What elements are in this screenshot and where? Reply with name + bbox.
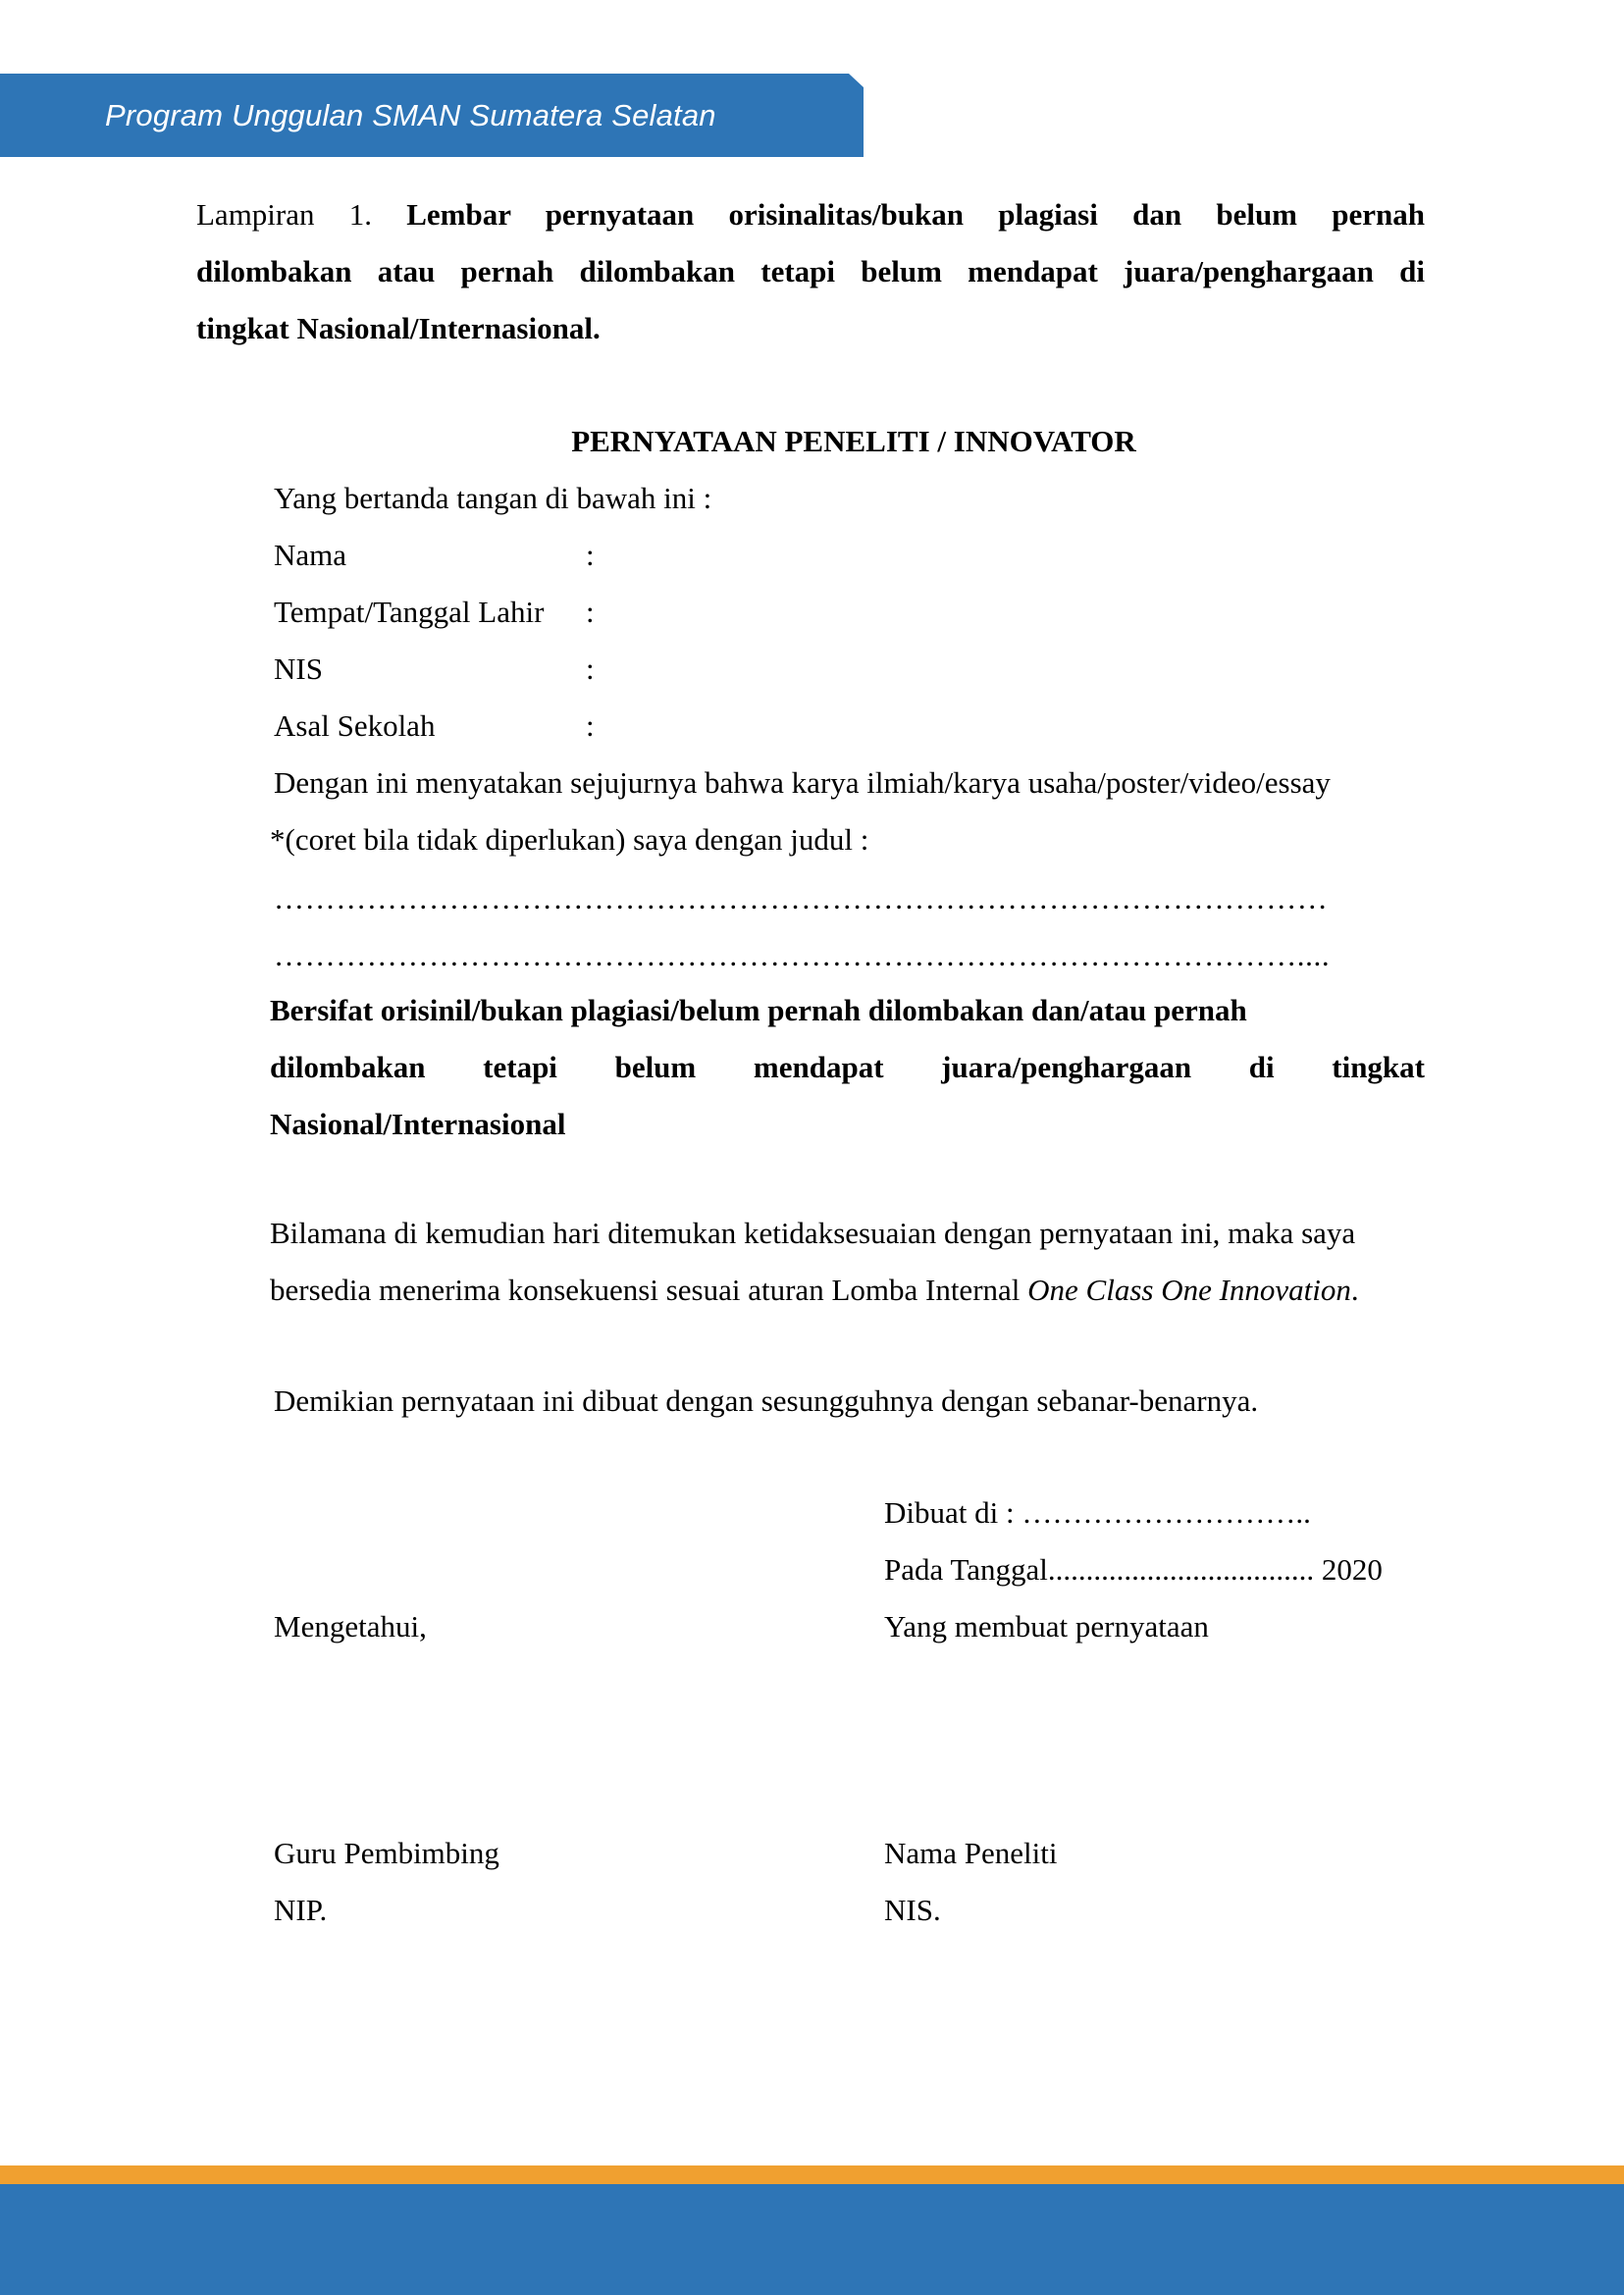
field-separator: :	[586, 595, 595, 629]
supervisor-nip: NIP.	[274, 1893, 328, 1927]
field-label-tempat-tanggal-lahir: Tempat/Tanggal Lahir	[274, 595, 545, 629]
title-dotted-line-2: ………………………………………………………………………………………....	[274, 938, 1331, 972]
field-label-nis: NIS	[274, 652, 323, 686]
appendix-title-part-1: Lembar pernyataan orisinalitas/bukan plagiasi dan belum pernah	[406, 197, 1425, 232]
originality-line-1: Bersifat orisinil/bukan plagiasi/belum pernah dilombakan dan/atau pernah	[270, 993, 1247, 1027]
declaration-line-2: *(coret bila tidak diperlukan) saya dengan judul :	[270, 822, 869, 857]
closing-sentence: Demikian pernyataan ini dibuat dengan sesungguhnya dengan sebanar-benarnya.	[274, 1383, 1259, 1418]
field-separator: :	[586, 708, 595, 743]
declaration-line-1: Dengan ini menyatakan sejujurnya bahwa karya ilmiah/karya usaha/poster/video/essay	[274, 765, 1331, 800]
footer-band	[0, 2184, 1624, 2295]
consequence-line-1: Bilamana di kemudian hari ditemukan ketidaksesuaian dengan pernyataan ini, maka saya	[270, 1216, 1356, 1250]
header-title: Program Unggulan SMAN Sumatera Selatan	[105, 98, 716, 132]
title-dotted-line-1: …………………………………………………………………………………………	[274, 881, 1329, 915]
date-line: Pada Tanggal................................... 2020	[884, 1552, 1383, 1587]
appendix-prefix: Lampiran 1.	[196, 197, 372, 232]
appendix-title-part-2: dilombakan atau pernah dilombakan tetapi belum mendapat juara/penghargaan di	[196, 254, 1425, 288]
originality-line-3: Nasional/Internasional	[270, 1107, 566, 1141]
consequence-line-2	[270, 1262, 1359, 1319]
statement-intro: Yang bertanda tangan di bawah ini :	[274, 481, 712, 515]
footer-accent-stripe	[0, 2165, 1624, 2184]
competition-name: One Class One Innovation	[1027, 1273, 1351, 1307]
originality-line-2: dilombakan tetapi belum mendapat juara/penghargaan di tingkat	[270, 1050, 1425, 1084]
consequence-period: .	[1350, 1273, 1359, 1307]
researcher-title: Nama Peneliti	[884, 1836, 1058, 1870]
appendix-title-part-3: tingkat Nasional/Internasional.	[196, 311, 601, 345]
statement-title: PERNYATAAN PENELITI / INNOVATOR	[571, 424, 1136, 458]
field-separator: :	[586, 652, 595, 686]
field-label-asal-sekolah: Asal Sekolah	[274, 708, 436, 743]
declarant-heading: Yang membuat pernyataan	[884, 1609, 1209, 1643]
acknowledged-heading: Mengetahui,	[274, 1609, 427, 1643]
consequence-text: bersedia menerima konsekuensi sesuai aturan Lomba Internal	[270, 1273, 1028, 1307]
field-separator: :	[586, 538, 595, 572]
made-at-line: Dibuat di : ………………………..	[884, 1495, 1311, 1530]
supervisor-title: Guru Pembimbing	[274, 1836, 499, 1870]
researcher-nis: NIS.	[884, 1893, 941, 1927]
appendix-line-1	[196, 186, 1425, 243]
field-label-nama: Nama	[274, 538, 347, 572]
